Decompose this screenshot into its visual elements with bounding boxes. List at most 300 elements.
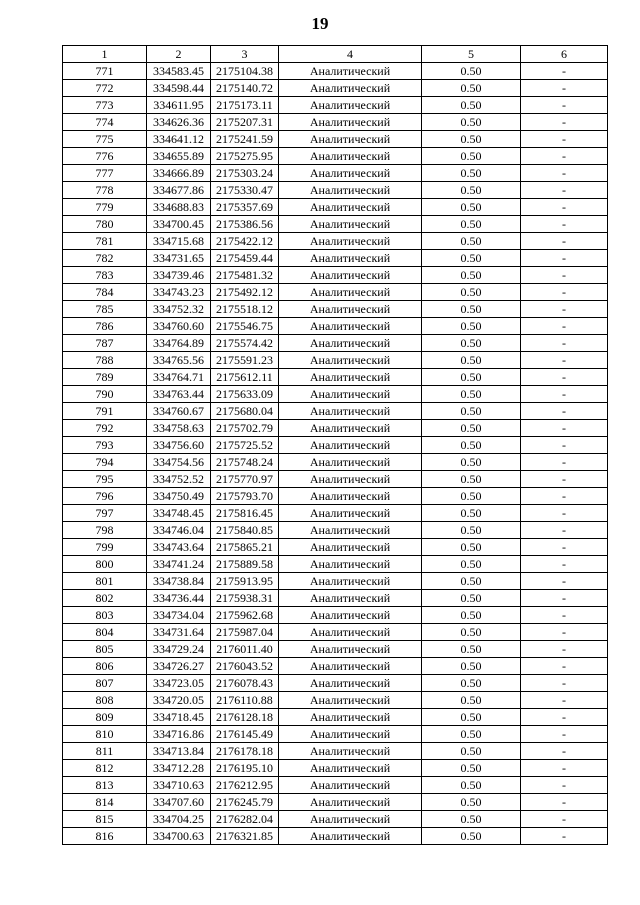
- table-cell: -: [521, 590, 608, 607]
- table-row: [63, 675, 608, 692]
- table-cell: -: [521, 80, 608, 97]
- table-row: [63, 352, 608, 369]
- table-cell: 0.50: [422, 590, 521, 607]
- table-cell: 334712.28: [147, 760, 211, 777]
- table-row: [63, 284, 608, 301]
- table-cell: 0.50: [422, 131, 521, 148]
- table-cell: -: [521, 505, 608, 522]
- table-cell: 2175459.44: [211, 250, 279, 267]
- table-cell: 0.50: [422, 726, 521, 743]
- table-cell: 791: [63, 403, 147, 420]
- table-cell: 799: [63, 539, 147, 556]
- table-cell: 2175207.31: [211, 114, 279, 131]
- table-cell: 334718.45: [147, 709, 211, 726]
- table-row: [63, 811, 608, 828]
- table-cell: 0.50: [422, 624, 521, 641]
- table-cell: 334731.64: [147, 624, 211, 641]
- table-cell: 334700.45: [147, 216, 211, 233]
- table-cell: -: [521, 386, 608, 403]
- table-cell: 334700.63: [147, 828, 211, 845]
- table-cell: 334726.27: [147, 658, 211, 675]
- table-cell: Аналитический: [279, 335, 422, 352]
- table-cell: 792: [63, 420, 147, 437]
- table-cell: 334760.60: [147, 318, 211, 335]
- table-cell: 334713.84: [147, 743, 211, 760]
- column-header: 4: [279, 46, 422, 63]
- table-cell: -: [521, 777, 608, 794]
- table-cell: -: [521, 726, 608, 743]
- table-cell: Аналитический: [279, 216, 422, 233]
- table-cell: 0.50: [422, 403, 521, 420]
- table-cell: Аналитический: [279, 454, 422, 471]
- table-cell: 781: [63, 233, 147, 250]
- table-cell: 793: [63, 437, 147, 454]
- table-cell: 0.50: [422, 233, 521, 250]
- table-cell: 771: [63, 63, 147, 80]
- table-cell: 816: [63, 828, 147, 845]
- table-cell: 334707.60: [147, 794, 211, 811]
- table-cell: -: [521, 267, 608, 284]
- table-cell: 334743.64: [147, 539, 211, 556]
- table-cell: 0.50: [422, 301, 521, 318]
- table-cell: 2176178.18: [211, 743, 279, 760]
- table-cell: 0.50: [422, 505, 521, 522]
- table-row: [63, 777, 608, 794]
- table-cell: 334743.23: [147, 284, 211, 301]
- table-row: [63, 216, 608, 233]
- table-cell: -: [521, 709, 608, 726]
- table-cell: Аналитический: [279, 403, 422, 420]
- table-cell: 334764.89: [147, 335, 211, 352]
- table-cell: 2176145.49: [211, 726, 279, 743]
- table-cell: 2175241.59: [211, 131, 279, 148]
- table-cell: 2175173.11: [211, 97, 279, 114]
- table-cell: 2175865.21: [211, 539, 279, 556]
- table-cell: 790: [63, 386, 147, 403]
- page-number: 19: [311, 14, 329, 33]
- table-cell: -: [521, 131, 608, 148]
- table-cell: 2175574.42: [211, 335, 279, 352]
- column-header: 3: [211, 46, 279, 63]
- table-cell: Аналитический: [279, 675, 422, 692]
- table-cell: 334736.44: [147, 590, 211, 607]
- table-cell: 777: [63, 165, 147, 182]
- table-cell: -: [521, 182, 608, 199]
- table-cell: 775: [63, 131, 147, 148]
- coordinates-table: [62, 45, 608, 845]
- table-cell: 2175987.04: [211, 624, 279, 641]
- table-cell: Аналитический: [279, 726, 422, 743]
- table-row: [63, 828, 608, 845]
- table-cell: 2176321.85: [211, 828, 279, 845]
- table-cell: 780: [63, 216, 147, 233]
- table-cell: -: [521, 199, 608, 216]
- table-cell: 0.50: [422, 250, 521, 267]
- table-cell: -: [521, 454, 608, 471]
- table-row: [63, 267, 608, 284]
- table-cell: 2176282.04: [211, 811, 279, 828]
- column-header: 2: [147, 46, 211, 63]
- table-row: [63, 641, 608, 658]
- table-cell: Аналитический: [279, 505, 422, 522]
- table-cell: Аналитический: [279, 267, 422, 284]
- table-cell: Аналитический: [279, 369, 422, 386]
- table-cell: 334754.56: [147, 454, 211, 471]
- table-row: [63, 505, 608, 522]
- column-header: 1: [63, 46, 147, 63]
- table-cell: 776: [63, 148, 147, 165]
- table-cell: 334741.24: [147, 556, 211, 573]
- table-cell: 0.50: [422, 114, 521, 131]
- table-cell: -: [521, 828, 608, 845]
- table-cell: -: [521, 114, 608, 131]
- table-cell: 334583.45: [147, 63, 211, 80]
- table-cell: 0.50: [422, 335, 521, 352]
- table-cell: 811: [63, 743, 147, 760]
- table-cell: -: [521, 607, 608, 624]
- table-cell: 2175793.70: [211, 488, 279, 505]
- table-cell: Аналитический: [279, 131, 422, 148]
- table-cell: 334731.65: [147, 250, 211, 267]
- table-cell: 2176011.40: [211, 641, 279, 658]
- table-row: [63, 573, 608, 590]
- table-cell: 784: [63, 284, 147, 301]
- table-cell: 787: [63, 335, 147, 352]
- table-cell: 813: [63, 777, 147, 794]
- table-cell: Аналитический: [279, 828, 422, 845]
- table-cell: 0.50: [422, 148, 521, 165]
- table-cell: Аналитический: [279, 522, 422, 539]
- table-row: [63, 97, 608, 114]
- table-cell: -: [521, 573, 608, 590]
- table-cell: Аналитический: [279, 692, 422, 709]
- table-cell: 0.50: [422, 369, 521, 386]
- table-cell: -: [521, 352, 608, 369]
- table-cell: Аналитический: [279, 114, 422, 131]
- table-cell: 0.50: [422, 658, 521, 675]
- table-cell: 334710.63: [147, 777, 211, 794]
- table-cell: 0.50: [422, 607, 521, 624]
- table-cell: 0.50: [422, 709, 521, 726]
- table-cell: -: [521, 369, 608, 386]
- table-row: [63, 386, 608, 403]
- table-cell: 801: [63, 573, 147, 590]
- table-cell: 778: [63, 182, 147, 199]
- table-cell: 0.50: [422, 199, 521, 216]
- table-cell: 2175275.95: [211, 148, 279, 165]
- table-cell: 0.50: [422, 794, 521, 811]
- table-cell: Аналитический: [279, 301, 422, 318]
- table-cell: 815: [63, 811, 147, 828]
- table-cell: 334738.84: [147, 573, 211, 590]
- table-cell: 789: [63, 369, 147, 386]
- table-cell: Аналитический: [279, 471, 422, 488]
- table-cell: 797: [63, 505, 147, 522]
- table-cell: 0.50: [422, 454, 521, 471]
- table-cell: 0.50: [422, 675, 521, 692]
- table-cell: 783: [63, 267, 147, 284]
- table-cell: 334746.04: [147, 522, 211, 539]
- table-row: [63, 522, 608, 539]
- table-cell: 0.50: [422, 743, 521, 760]
- table-cell: 809: [63, 709, 147, 726]
- table-cell: 802: [63, 590, 147, 607]
- table-cell: -: [521, 692, 608, 709]
- table-cell: -: [521, 760, 608, 777]
- table-cell: -: [521, 63, 608, 80]
- table-cell: Аналитический: [279, 63, 422, 80]
- table-cell: 334626.36: [147, 114, 211, 131]
- table-cell: 334716.86: [147, 726, 211, 743]
- table-row: [63, 590, 608, 607]
- table-cell: Аналитический: [279, 590, 422, 607]
- table-cell: Аналитический: [279, 624, 422, 641]
- table-cell: Аналитический: [279, 760, 422, 777]
- table-cell: -: [521, 284, 608, 301]
- table-cell: 0.50: [422, 641, 521, 658]
- table-cell: 334748.45: [147, 505, 211, 522]
- table-row: [63, 80, 608, 97]
- table-cell: 786: [63, 318, 147, 335]
- table-cell: 2175386.56: [211, 216, 279, 233]
- table-cell: 2175840.85: [211, 522, 279, 539]
- table-row: [63, 624, 608, 641]
- table-cell: 773: [63, 97, 147, 114]
- table-cell: 334666.89: [147, 165, 211, 182]
- table-cell: 0.50: [422, 556, 521, 573]
- table-row: [63, 114, 608, 131]
- table-row: [63, 420, 608, 437]
- table-cell: 334752.52: [147, 471, 211, 488]
- table-cell: 774: [63, 114, 147, 131]
- table-row: [63, 233, 608, 250]
- table-cell: 2175303.24: [211, 165, 279, 182]
- table-cell: 334756.60: [147, 437, 211, 454]
- table-cell: 803: [63, 607, 147, 624]
- table-row: [63, 454, 608, 471]
- table-cell: -: [521, 488, 608, 505]
- table-cell: Аналитический: [279, 80, 422, 97]
- table-cell: Аналитический: [279, 386, 422, 403]
- table-cell: -: [521, 658, 608, 675]
- table-row: [63, 471, 608, 488]
- table-row: [63, 335, 608, 352]
- table-cell: Аналитический: [279, 250, 422, 267]
- table-cell: Аналитический: [279, 777, 422, 794]
- table-cell: -: [521, 165, 608, 182]
- table-row: [63, 301, 608, 318]
- table-cell: Аналитический: [279, 539, 422, 556]
- table-cell: 334611.95: [147, 97, 211, 114]
- table-cell: 334752.32: [147, 301, 211, 318]
- table-row: [63, 165, 608, 182]
- table-cell: 334720.05: [147, 692, 211, 709]
- table-cell: 0.50: [422, 386, 521, 403]
- table-cell: 0.50: [422, 352, 521, 369]
- table-cell: -: [521, 641, 608, 658]
- table-cell: 2175633.09: [211, 386, 279, 403]
- table-cell: Аналитический: [279, 437, 422, 454]
- table-cell: Аналитический: [279, 743, 422, 760]
- table-cell: 0.50: [422, 182, 521, 199]
- table-cell: 0.50: [422, 80, 521, 97]
- table-cell: -: [521, 522, 608, 539]
- table-cell: 0.50: [422, 437, 521, 454]
- table-cell: -: [521, 471, 608, 488]
- table-row: [63, 199, 608, 216]
- table-cell: 2175770.97: [211, 471, 279, 488]
- table-row: [63, 539, 608, 556]
- table-cell: -: [521, 403, 608, 420]
- table-cell: Аналитический: [279, 148, 422, 165]
- table-row: [63, 692, 608, 709]
- table-cell: 0.50: [422, 420, 521, 437]
- table-row: [63, 709, 608, 726]
- table-cell: 334715.68: [147, 233, 211, 250]
- table-cell: 2175680.04: [211, 403, 279, 420]
- table-cell: -: [521, 97, 608, 114]
- table-cell: 2176110.88: [211, 692, 279, 709]
- table-cell: 0.50: [422, 97, 521, 114]
- table-row: [63, 658, 608, 675]
- table-cell: 334704.25: [147, 811, 211, 828]
- table-row: [63, 250, 608, 267]
- table-cell: -: [521, 148, 608, 165]
- table-cell: 0.50: [422, 777, 521, 794]
- table-cell: 0.50: [422, 828, 521, 845]
- table-cell: 2175330.47: [211, 182, 279, 199]
- table-cell: 814: [63, 794, 147, 811]
- table-row: [63, 63, 608, 80]
- table-cell: 334760.67: [147, 403, 211, 420]
- table-cell: 0.50: [422, 284, 521, 301]
- table-cell: -: [521, 556, 608, 573]
- table-cell: 334758.63: [147, 420, 211, 437]
- table-cell: 806: [63, 658, 147, 675]
- table-cell: 2175816.45: [211, 505, 279, 522]
- table-cell: Аналитический: [279, 658, 422, 675]
- table-cell: 2176195.10: [211, 760, 279, 777]
- table-cell: 0.50: [422, 318, 521, 335]
- table-cell: 0.50: [422, 471, 521, 488]
- table-row: [63, 148, 608, 165]
- table-body: [63, 63, 608, 845]
- table-cell: 334739.46: [147, 267, 211, 284]
- table-row: [63, 403, 608, 420]
- column-header: 5: [422, 46, 521, 63]
- table-cell: 2175357.69: [211, 199, 279, 216]
- table-cell: Аналитический: [279, 352, 422, 369]
- table-cell: 2176245.79: [211, 794, 279, 811]
- table-cell: 334723.05: [147, 675, 211, 692]
- table-cell: 334750.49: [147, 488, 211, 505]
- table-cell: 334729.24: [147, 641, 211, 658]
- table-row: [63, 131, 608, 148]
- table-header-row: [63, 46, 608, 63]
- table-row: [63, 794, 608, 811]
- table-cell: 808: [63, 692, 147, 709]
- table-cell: 2175938.31: [211, 590, 279, 607]
- table-cell: -: [521, 437, 608, 454]
- table-row: [63, 556, 608, 573]
- table-cell: -: [521, 233, 608, 250]
- table-cell: 2175481.32: [211, 267, 279, 284]
- table-cell: 772: [63, 80, 147, 97]
- table-cell: -: [521, 216, 608, 233]
- table-cell: 2175492.12: [211, 284, 279, 301]
- table-cell: Аналитический: [279, 199, 422, 216]
- table-cell: 2176212.95: [211, 777, 279, 794]
- table-cell: 804: [63, 624, 147, 641]
- table-cell: 334734.04: [147, 607, 211, 624]
- table-cell: 334765.56: [147, 352, 211, 369]
- table-cell: 2175140.72: [211, 80, 279, 97]
- table-cell: 807: [63, 675, 147, 692]
- table-cell: 0.50: [422, 573, 521, 590]
- table-cell: 334677.86: [147, 182, 211, 199]
- table-cell: 0.50: [422, 692, 521, 709]
- table-cell: 2176078.43: [211, 675, 279, 692]
- table-row: [63, 726, 608, 743]
- table-cell: -: [521, 743, 608, 760]
- table-cell: 798: [63, 522, 147, 539]
- table-cell: 2175612.11: [211, 369, 279, 386]
- table-cell: -: [521, 335, 608, 352]
- table-cell: 0.50: [422, 165, 521, 182]
- table-row: [63, 743, 608, 760]
- table-cell: 2175702.79: [211, 420, 279, 437]
- table-cell: 796: [63, 488, 147, 505]
- table-cell: Аналитический: [279, 573, 422, 590]
- table-cell: 0.50: [422, 811, 521, 828]
- table-cell: 2175546.75: [211, 318, 279, 335]
- table-cell: -: [521, 301, 608, 318]
- table-cell: 800: [63, 556, 147, 573]
- table-cell: 0.50: [422, 216, 521, 233]
- table-cell: 805: [63, 641, 147, 658]
- table-cell: Аналитический: [279, 182, 422, 199]
- table-cell: 2175104.38: [211, 63, 279, 80]
- table-cell: 0.50: [422, 522, 521, 539]
- table-cell: 785: [63, 301, 147, 318]
- table-cell: 334598.44: [147, 80, 211, 97]
- table-cell: Аналитический: [279, 233, 422, 250]
- table-cell: -: [521, 675, 608, 692]
- table-cell: Аналитический: [279, 556, 422, 573]
- table-cell: Аналитический: [279, 97, 422, 114]
- table-cell: -: [521, 794, 608, 811]
- table-cell: 2175591.23: [211, 352, 279, 369]
- table-cell: -: [521, 420, 608, 437]
- table-cell: 0.50: [422, 760, 521, 777]
- table-cell: 0.50: [422, 267, 521, 284]
- table-cell: 334764.71: [147, 369, 211, 386]
- table-cell: 2175913.95: [211, 573, 279, 590]
- table-cell: -: [521, 318, 608, 335]
- table-cell: 2175962.68: [211, 607, 279, 624]
- table-cell: Аналитический: [279, 811, 422, 828]
- table-cell: Аналитический: [279, 488, 422, 505]
- table-cell: Аналитический: [279, 709, 422, 726]
- table-cell: Аналитический: [279, 607, 422, 624]
- table-row: [63, 607, 608, 624]
- table-cell: 2175748.24: [211, 454, 279, 471]
- table-cell: 795: [63, 471, 147, 488]
- table-cell: 794: [63, 454, 147, 471]
- table-cell: 334641.12: [147, 131, 211, 148]
- table-cell: Аналитический: [279, 318, 422, 335]
- table-cell: -: [521, 624, 608, 641]
